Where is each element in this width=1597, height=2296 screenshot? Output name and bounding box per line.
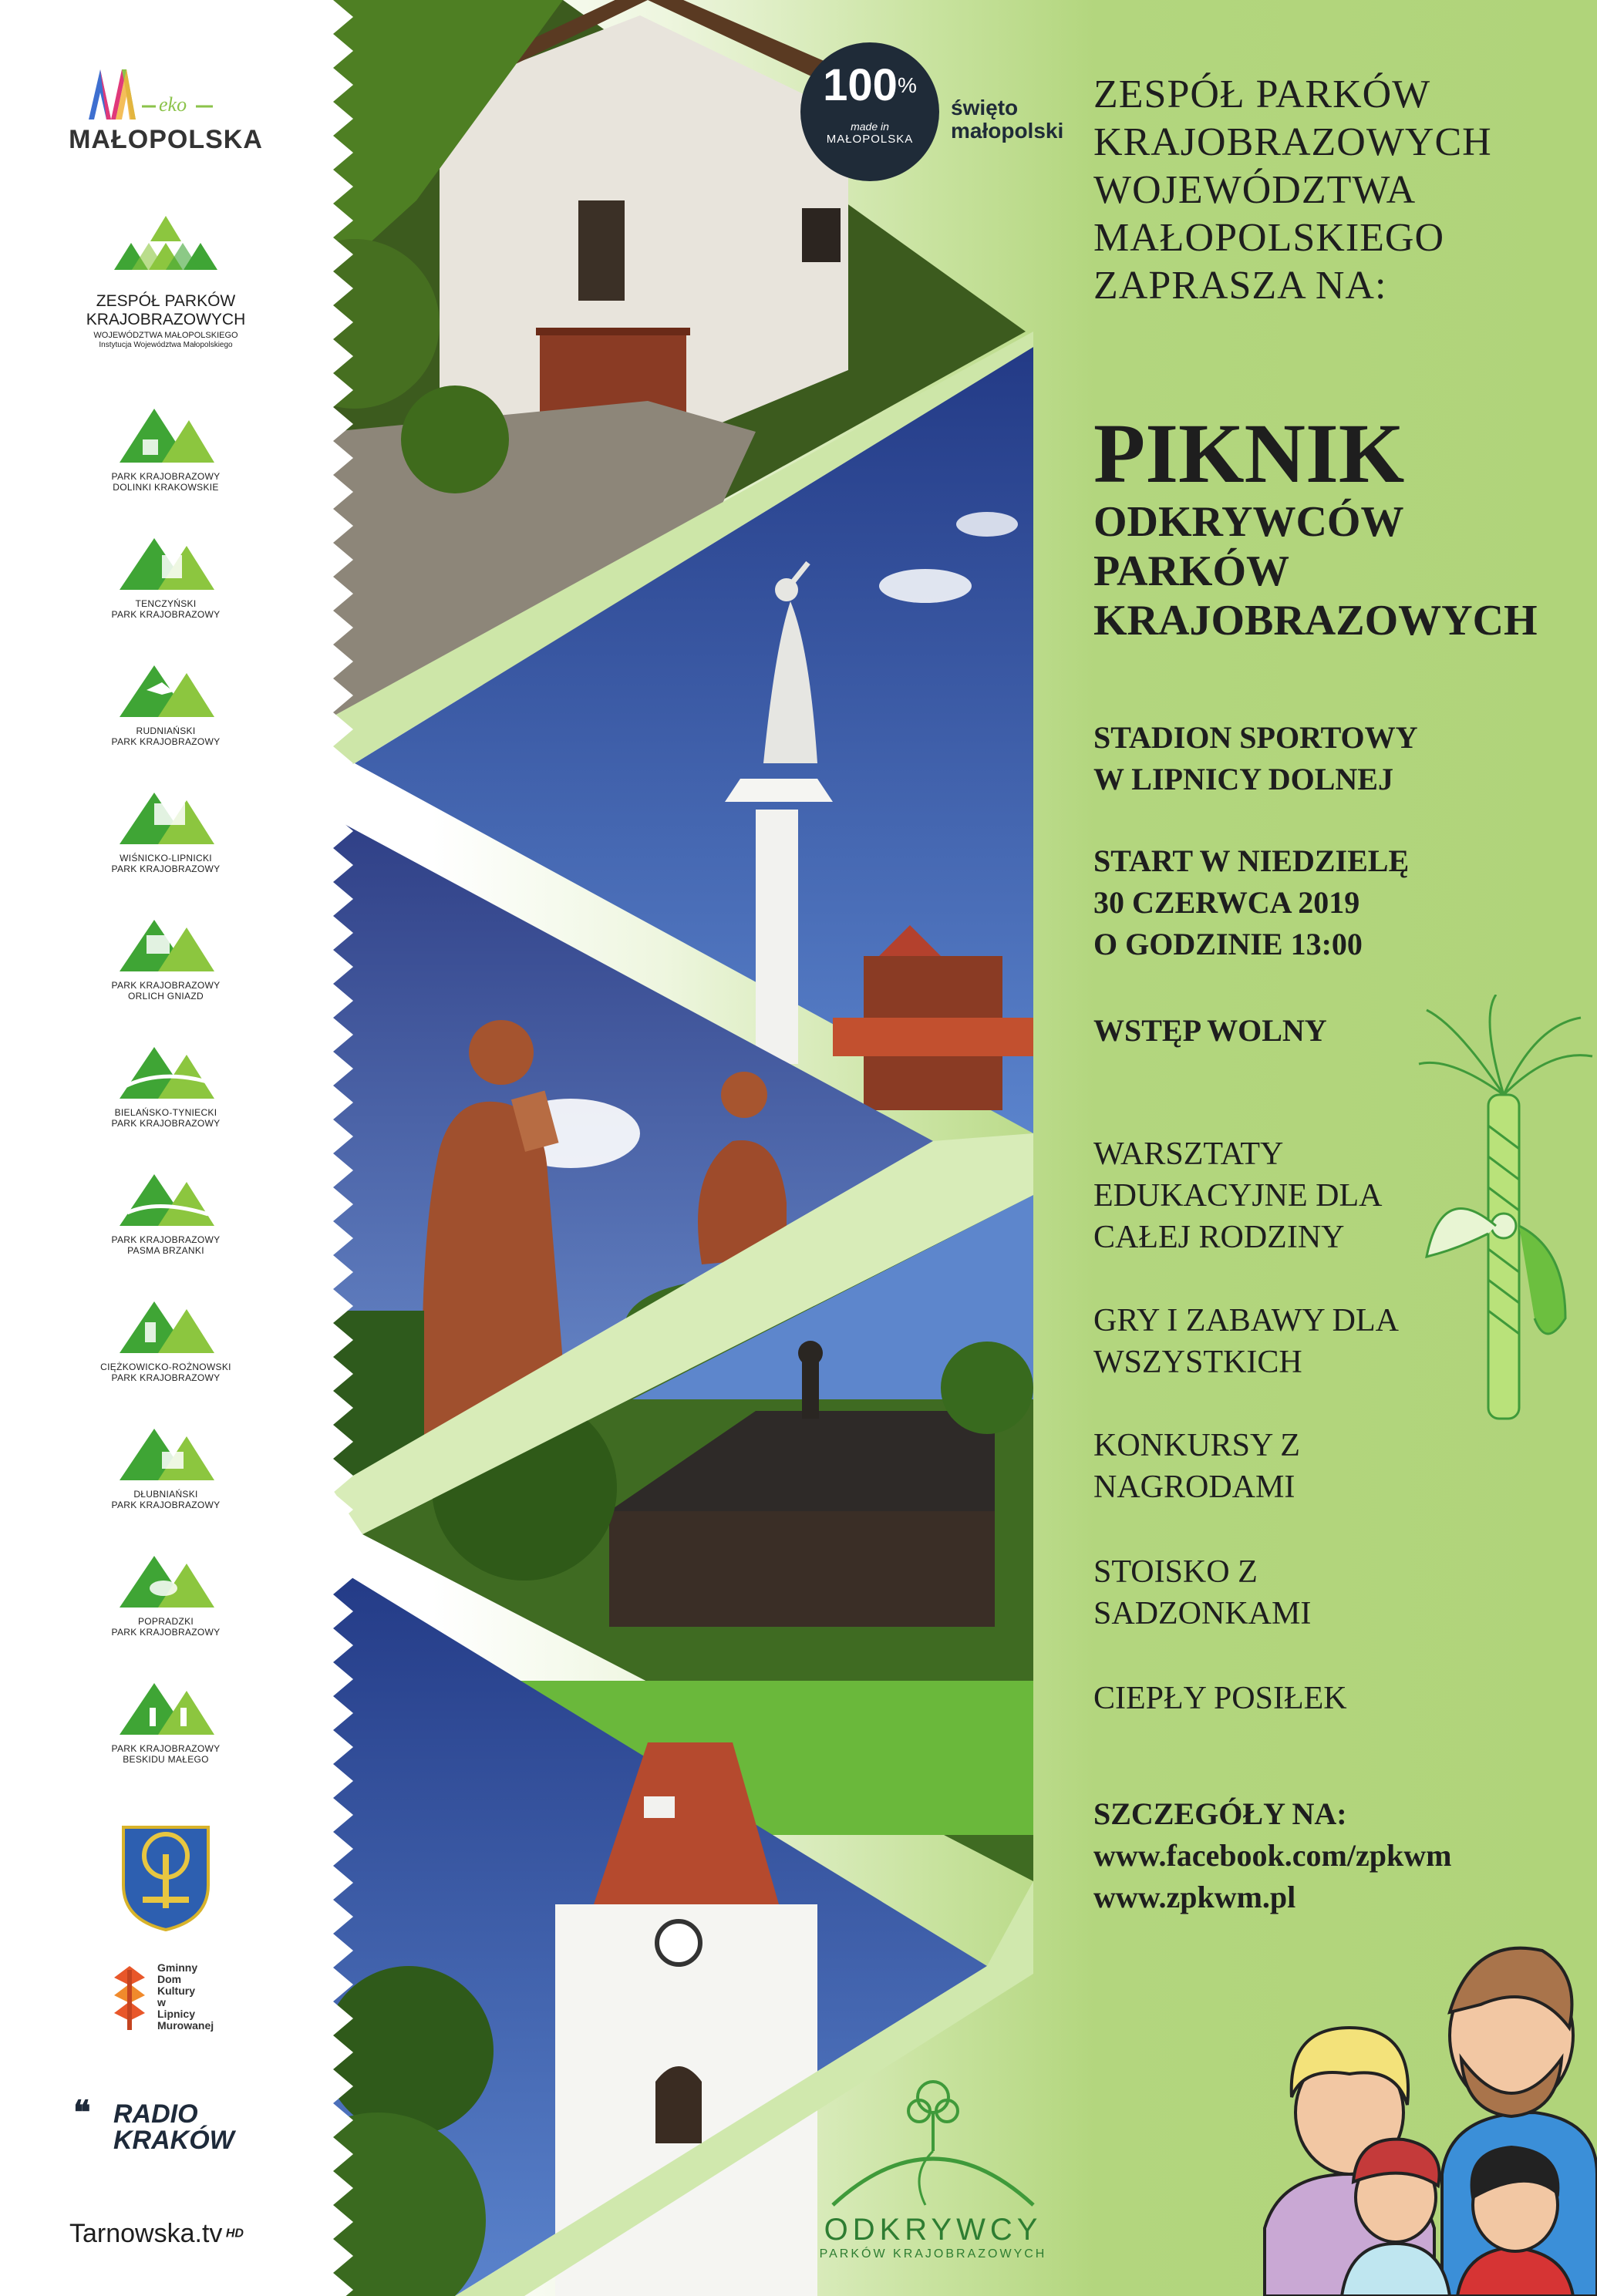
coat-of-arms-logo: [0, 1823, 332, 1935]
park-name: BIELAŃSKO-TYNIECKI PARK KRAJOBRAZOWY: [111, 1107, 221, 1129]
tarnowska-tv-logo: [69, 2219, 301, 2249]
park-name: POPRADZKI PARK KRAJOBRAZOWY: [111, 1616, 221, 1638]
park-hills-icon: [116, 1041, 216, 1103]
tarnowska-tv-name: Tarnowska.tv: [69, 2219, 223, 2248]
radio-label: RADIO: [113, 2099, 198, 2129]
venue: STADION SPORTOWY W LIPNICY DOLNEJ: [1093, 720, 1418, 796]
attraction-item: WARSZTATY EDUKACYJNE DLA CAŁEJ RODZINY: [1093, 1136, 1383, 1255]
park-bear-icon: [116, 1550, 216, 1611]
park-name: RUDNIAŃSKI PARK KRAJOBRAZOWY: [111, 725, 221, 747]
park-logo-pasma-brzanki: [0, 1168, 332, 1256]
odkrywcy-sub: PARKÓW KRAJOBRAZOWYCH: [819, 2247, 1047, 2261]
badge-made-in: made in: [851, 120, 889, 133]
park-castle-icon: [116, 532, 216, 594]
logo-column: [0, 0, 332, 2296]
coat-of-arms-icon: [120, 1823, 212, 1931]
event-subtitle: ODKRYWCÓW PARKÓW KRAJOBRAZOWYCH: [1093, 498, 1538, 645]
facebook-link[interactable]: www.facebook.com/zpkwm: [1093, 1838, 1452, 1873]
park-castle-icon: [116, 914, 216, 975]
park-logo-tenczynski: [0, 532, 332, 620]
park-name: PARK KRAJOBRAZOWY BESKIDU MAŁEGO: [111, 1743, 221, 1765]
park-rock-icon: [116, 1295, 216, 1357]
entry-info: WSTĘP WOLNY: [1093, 1013, 1327, 1048]
park-logo-ciezkowicko-roznowski: [0, 1295, 332, 1383]
attraction-item: CIEPŁY POSIŁEK: [1093, 1681, 1347, 1716]
eko-m-icon: [85, 62, 216, 123]
park-logo-beskidu-malego: [0, 1677, 332, 1765]
odkrywcy-hill-tree-icon: [817, 2066, 1049, 2213]
palm-stem: [1488, 1095, 1519, 1419]
swieto-text: [951, 96, 1063, 143]
tarnowska-tv-hd: HD: [225, 2227, 244, 2240]
eko-malopolska-logo: [0, 62, 332, 155]
odkrywcy-logo: [787, 2066, 1080, 2261]
zpk-logo-title: ZESPÓŁ PARKÓW KRAJOBRAZOWYCH: [86, 292, 246, 328]
svg-text:eko: eko: [159, 93, 187, 116]
park-logo-dolinki: [0, 405, 332, 493]
gdk-logo-text: Gminny Dom Kultury w Lipnicy Murowanej: [157, 1961, 214, 2032]
park-logo-wisnicko-lipnicki: [0, 786, 332, 874]
swieto-malopolski-badge: [800, 42, 1066, 189]
park-logo-bielansko-tyniecki: [0, 1041, 332, 1129]
park-mountain-icon: [116, 405, 216, 466]
swieto-word: święto: [951, 96, 1019, 120]
photo-collage: [324, 0, 1033, 2296]
organizer-heading: ZESPÓŁ PARKÓW KRAJOBRAZOWYCH WOJEWÓDZTWA MAŁOPOLSKIEGO ZAPRASZA NA:: [1093, 72, 1492, 308]
attraction-item: KONKURSY Z NAGRODAMI: [1093, 1428, 1300, 1505]
attraction-item: STOISKO Z SADZONKAMI: [1093, 1554, 1312, 1631]
triangles-logo-icon: [96, 212, 235, 289]
zpk-logo: [0, 212, 332, 349]
park-house-icon: [116, 1422, 216, 1484]
park-tree-icon: [116, 1677, 216, 1739]
park-name: WIŚNICKO-LIPNICKI PARK KRAJOBRAZOWY: [111, 853, 221, 874]
zpk-logo-tagline: Instytucja Województwa Małopolskiego: [99, 341, 233, 349]
badge-percent: %: [897, 73, 917, 97]
park-name: PARK KRAJOBRAZOWY ORLICH GNIAZD: [111, 980, 221, 1002]
easter-palm-illustration: [1411, 995, 1596, 1426]
radio-krakow-logo: [73, 2094, 258, 2155]
park-name: TENCZYŃSKI PARK KRAJOBRAZOWY: [111, 598, 221, 620]
gdk-leaf-icon: [108, 1962, 151, 2032]
malopolski-word: małopolski: [951, 119, 1064, 143]
park-logo-rudnianski: [0, 659, 332, 747]
park-logo-dlubnianski: [0, 1422, 332, 1510]
park-hills-icon: [116, 1168, 216, 1230]
odkrywcy-name: ODKRYWCY: [824, 2213, 1043, 2247]
quote-mark-icon: ❝: [73, 2094, 91, 2130]
start-time: START W NIEDZIELĘ 30 CZERWCA 2019 O GODZINIE 13:00: [1093, 843, 1410, 961]
gdk-logo: [108, 1962, 278, 2032]
krakow-label: KRAKÓW: [113, 2126, 234, 2155]
park-name: PARK KRAJOBRAZOWY PASMA BRZANKI: [111, 1234, 221, 1256]
made-in-malopolska-circle: [800, 42, 939, 181]
badge-number: 100: [823, 60, 898, 110]
park-name: DŁUBNIAŃSKI PARK KRAJOBRAZOWY: [111, 1489, 221, 1510]
family-illustration: [1257, 1920, 1597, 2296]
park-logo-orlich-gniazd: [0, 914, 332, 1002]
park-name: CIĘŻKOWICKO-ROŻNOWSKI PARK KRAJOBRAZOWY: [100, 1362, 231, 1383]
badge-region: MAŁOPOLSKA: [826, 133, 914, 146]
website-link[interactable]: www.zpkwm.pl: [1093, 1880, 1296, 1914]
park-bird-icon: [116, 659, 216, 721]
malopolska-wordmark: MAŁOPOLSKA: [69, 125, 263, 154]
park-logo-popradzki: [0, 1550, 332, 1638]
park-castle-icon: [116, 786, 216, 848]
zpk-logo-subtitle: WOJEWÓDZTWA MAŁOPOLSKIEGO: [93, 331, 238, 340]
event-title: PIKNIK: [1093, 406, 1405, 500]
attraction-item: GRY I ZABAWY DLA WSZYSTKICH: [1093, 1303, 1399, 1380]
details-label: SZCZEGÓŁY NA:: [1093, 1796, 1347, 1831]
park-name: PARK KRAJOBRAZOWY DOLINKI KRAKOWSKIE: [111, 471, 221, 493]
